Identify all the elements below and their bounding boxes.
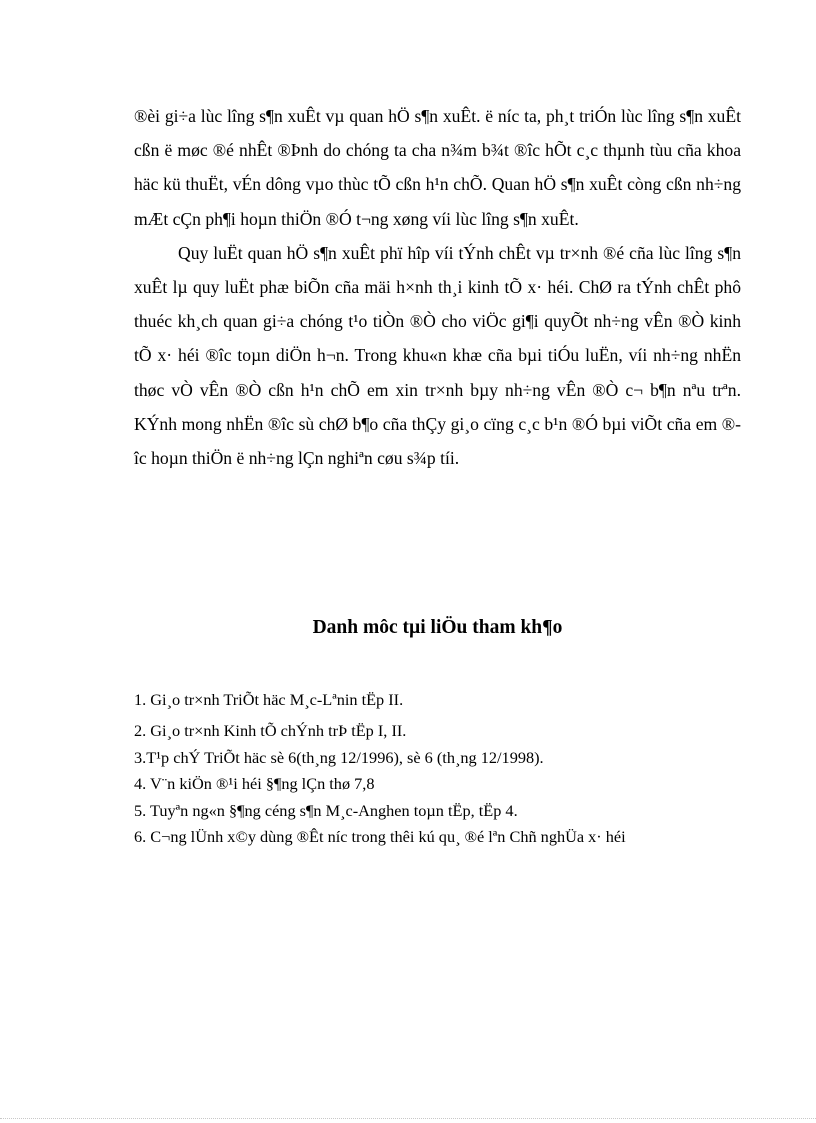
- paragraph-2: Quy luËt quan hÖ s¶n xuÊt phï hîp víi tÝnh chÊt vµ tr×nh ®é cña lùc lîng s¶n xuÊt lµ quy luËt phæ biÕn cña mäi h×nh th¸i kinh tÕ x· héi. ChØ ra tÝnh chÊt phô thuéc kh¸ch quan gi÷a chóng t¹o tiÒn ®Ò cho viÖc gi¶i quyÕt nh÷ng vÊn ®Ò kinh tÕ x· héi ®îc toµn diÖn h¬n. Trong khu«n khæ cña bµi tiÓu luËn, víi nh÷ng nhËn thøc vÒ vÊn ®Ò cßn h¹n chÕ em xin tr×nh bµy nh÷ng vÊn ®Ò c¬ b¶n nªu trªn. KÝnh mong nhËn ®îc sù chØ b¶o cña thÇy gi¸o cïng c¸c b¹n ®Ó bµi viÕt cña em ®îc hoµn thiÖn ë nh÷ng lÇn nghiªn cøu s¾p tíi.: [134, 242, 741, 469]
- reference-item: 1. Gi¸o tr×nh TriÕt häc M¸c-Lªnin tËp II.: [134, 690, 404, 709]
- reference-item: 6. C¬ng lÜnh x©y dùng ®Êt níc trong thêi kú qu¸ ®é lªn Chñ nghÜa x· héi: [134, 827, 626, 846]
- reference-item: 2. Gi¸o tr×nh Kinh tÕ chÝnh trÞ tËp I, II.: [134, 721, 407, 740]
- body-text: [134, 99, 741, 475]
- paragraph-1: ®èi gi÷a lùc lîng s¶n xuÊt vµ quan hÖ s¶n xuÊt. ë níc ta, ph¸t triÓn lùc lîng s¶n xuÊt cßn ë møc ®é nhÊt ®Þnh do chóng ta cha n¾m b¾t ®îc hÕt c¸c thµnh tùu cña khoa häc kü thuËt, vÉn dông vµo thùc tÕ cßn h¹n chÕ. Quan hÖ s¶n xuÊt còng cßn nh÷ng mÆt cÇn ph¶i hoµn thiÖn ®Ó t¬ng xøng víi lùc lîng s¶n xuÊt.: [134, 106, 741, 229]
- references-list: [134, 687, 754, 851]
- page-bottom-divider: [0, 1118, 816, 1119]
- reference-item: 3.T¹p chÝ TriÕt häc sè 6(th¸ng 12/1996), sè 6 (th¸ng 12/1998).: [134, 747, 544, 767]
- reference-item: 4. V¨n kiÖn ®¹i héi §¶ng lÇn thø 7,8: [134, 774, 375, 793]
- references-heading: Danh môc tµi liÖu tham kh¶o: [312, 617, 563, 638]
- reference-item: 5. Tuyªn ng«n §¶ng céng s¶n M¸c-Anghen toµn tËp, tËp 4.: [134, 800, 518, 820]
